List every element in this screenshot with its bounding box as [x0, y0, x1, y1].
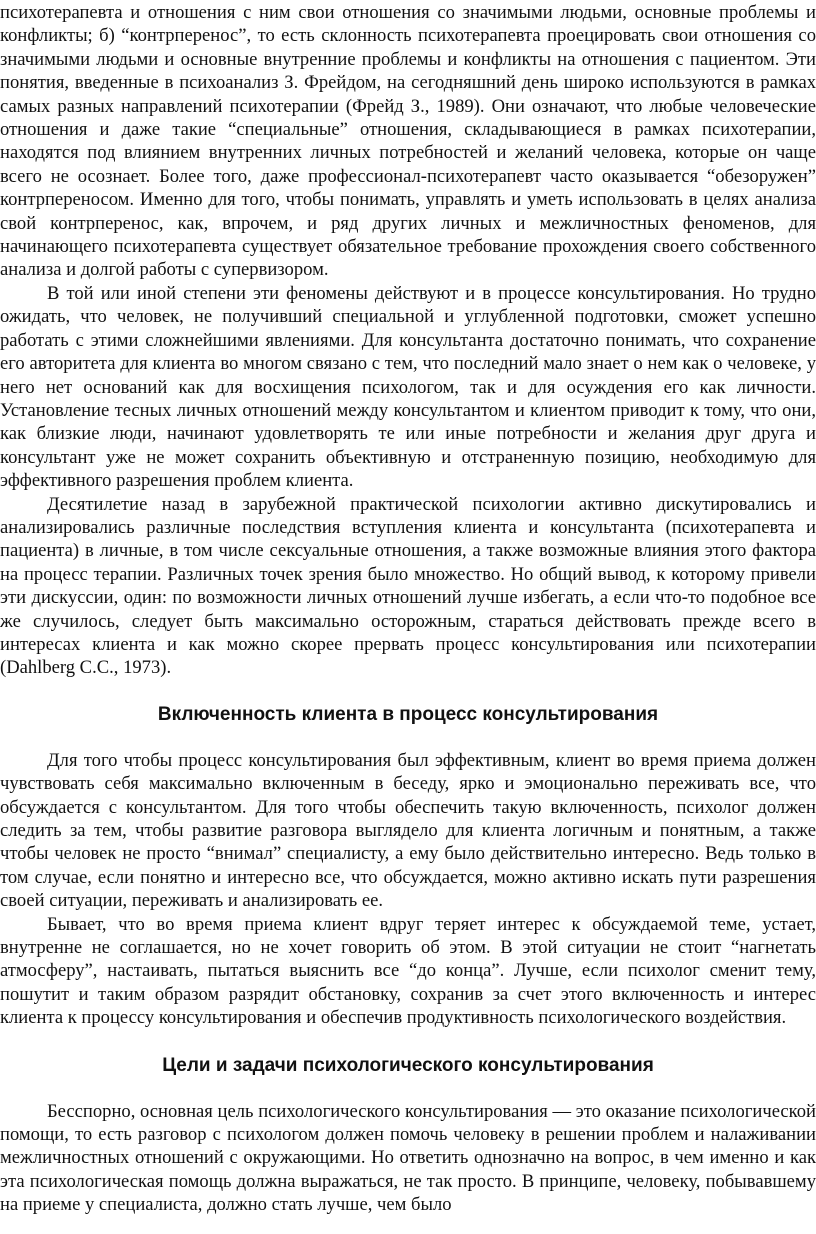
paragraph-continued: психотерапевта и отношения с ним свои отношения со значимыми людьми, основные проблемы и конфликты; б) “контрперенос”, то есть склонность психотерапевта проецировать свои отношения со значимыми людьми и основные внутренние проблемы и конфликты на отношения с пациентом. Эти понятия, введенные в психоанализ З. Фрейдом, на сегодняшний день широко используются в рамках самых разных направлений психотерапии (Фрейд З., 1989). Они означают, что любые человеческие отношения и даже такие “специальные” отношения, складывающиеся в рамках психотерапии, находятся под влиянием внутренних личных потребностей и желаний человека, которые он чаще всего не осознает. Более того, даже профессионал-психотерапевт часто оказывается “обезоружен” контрпереносом. Именно для того, чтобы понимать, управлять и уметь использовать в целях анализа свой контрперенос, как, впрочем, и ряд других личных и межличностных феноменов, для начинающего психотерапевта существует обязательное требование прохождения своего собственного анализа и долгой работы с супервизором. [0, 2, 816, 281]
paragraph-losing-interest: Бывает, что во время приема клиент вдруг теряет интерес к обсуждаемой теме, устает, внутренне не соглашается, но не хочет говорить об этом. В этой ситуации не стоит “нагнетать атмосферу”, настаивать, пытаться выяснить все “до конца”. Лучше, если психолог сменит тему, пошутит и таким образом разрядит обстановку, сохранив за счет этого включенность и интерес клиента к процессу консультирования и обеспечив продуктивность психологического воздействия. [0, 913, 816, 1029]
section-heading-client-involvement: Включенность клиента в процесс консультирования [157, 703, 659, 725]
paragraph-phenomena-in-counseling: В той или иной степени эти феномены действуют и в процессе консультирования. Но трудно ожидать, что человек, не получивший специальной и углубленной подготовки, сможет успешно работать с этими сложнейшими явлениями. Для консультанта достаточно понимать, что сохранение его авторитета для клиента во многом связано с тем, что последний мало знает о нем как о человеке, у него нет оснований как для восхищения психологом, так и для осуждения его как личности. Установление тесных личных отношений между консультантом и клиентом приводит к тому, что они, как близкие люди, начинают удовлетворять те или иные потребности и желания друг друга и консультант уже не может сохранить объективную и отстраненную позицию, необходимую для эффективного разрешения проблем клиента. [0, 282, 816, 492]
paragraph-involvement: Для того чтобы процесс консультирования был эффективным, клиент во время приема должен чувствовать себя максимально включенным в беседу, ярко и эмоционально переживать все, что обсуждается с консультантом. Для того чтобы обеспечить такую включенность, психолог должен следить за тем, чтобы развитие разговора выглядело для клиента логичным и понятным, а также чтобы человек не просто “внимал” специалисту, а ему было действительно интересно. Ведь только в том случае, если понятно и интересно все, что обсуждается, можно активно искать пути разрешения своей ситуации, переживать и анализировать ее. [0, 749, 816, 912]
section-heading-goals: Цели и задачи психологического консультирования [162, 1054, 654, 1076]
paragraph-foreign-discussions: Десятилетие назад в зарубежной практической психологии активно дискутировались и анализировались различные последствия вступления клиента и консультанта (психотерапевта и пациента) в личные, в том числе сексуальные отношения, а также возможные влияния этого фактора на процесс терапии. Различных точек зрения было множество. Но общий вывод, к которому привели эти дискуссии, один: по возможности личных отношений лучше избегать, а если что-то подобное все же случилось, следует быть максимально осторожным, стараться действовать прежде всего в интересах клиента и как можно скорее прервать процесс консультирования или психотерапии (Dahlberg C.C., 1973). [0, 493, 816, 679]
paragraph-main-goal: Бесспорно, основная цель психологического консультирования — это оказание психологической помощи, то есть разговор с психологом должен помочь человеку в решении проблем и налаживании межличностных отношений с окружающими. Но ответить однозначно на вопрос, в чем именно и как эта психологическая помощь должна выражаться, не так просто. В принципе, человеку, побывавшему на приеме у специалиста, должно стать лучше, чем было [0, 1100, 816, 1216]
